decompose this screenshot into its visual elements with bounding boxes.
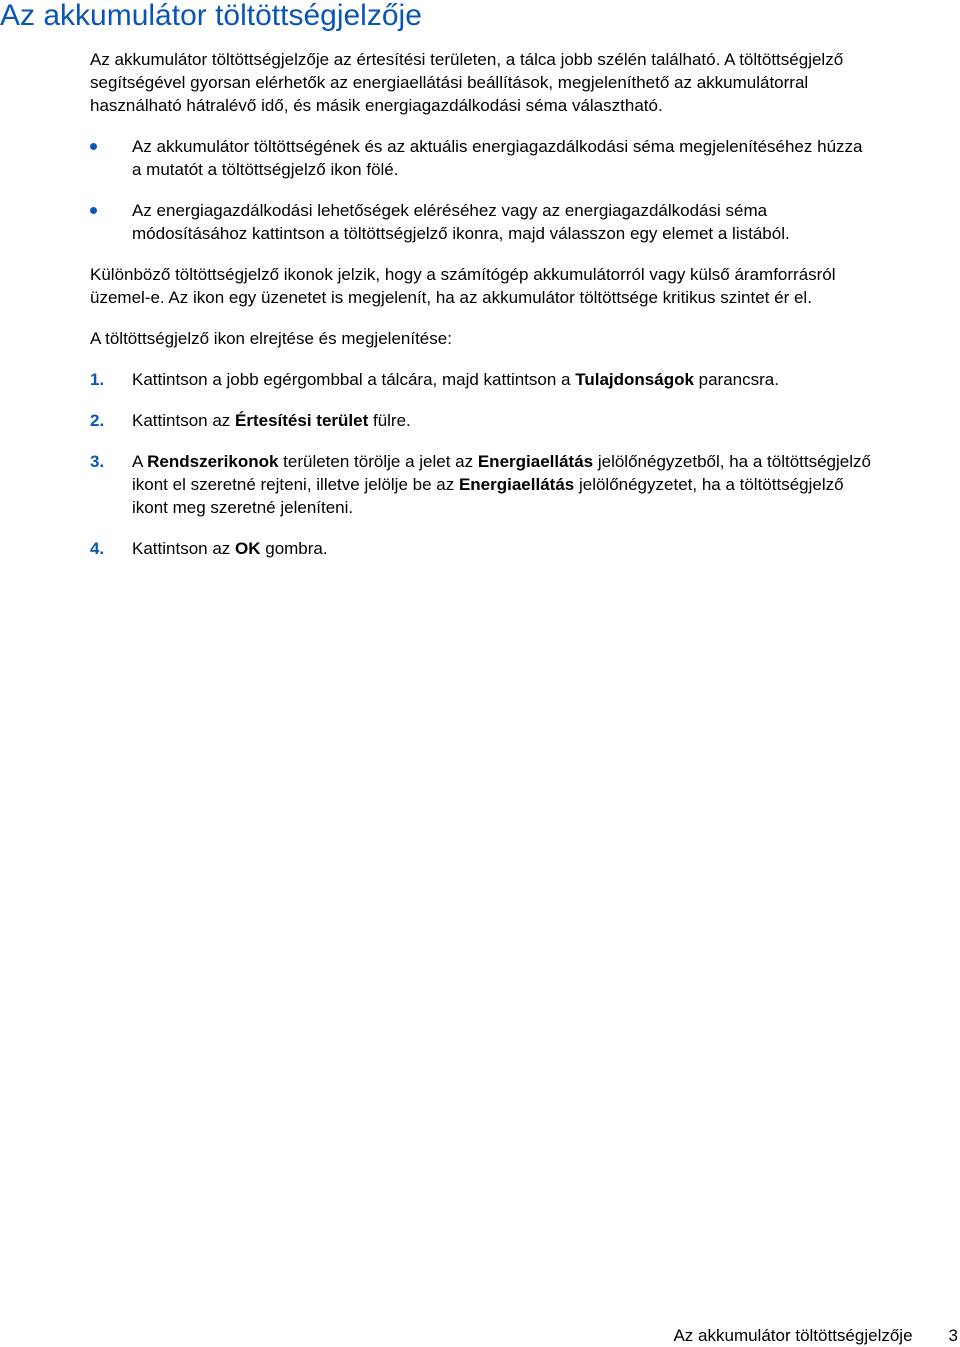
bullet-line: a mutatót a töltöttségjelző ikon fölé. <box>132 160 399 179</box>
step-text-part: parancsra. <box>693 370 779 389</box>
bullet-list <box>90 135 960 245</box>
step-number: 2. <box>90 411 105 430</box>
step-text <box>132 368 960 391</box>
step-text <box>132 537 960 560</box>
bullet-icon <box>90 207 97 214</box>
ui-term: Rendszerikonok <box>147 452 279 471</box>
step-text-part: területen törölje a jelet az <box>278 452 478 471</box>
page-number: 3 <box>948 1326 958 1345</box>
step-text-part: Kattintson az <box>132 411 236 430</box>
step-text-part: jelölőnégyzetből, ha a töltöttségjelző <box>593 452 871 471</box>
ui-term: OK <box>235 539 261 558</box>
page-title: Az akkumulátor töltöttségjelzője <box>0 0 422 32</box>
steps-list <box>90 368 960 560</box>
bullet-line: módosításához kattintson a töltöttségjelző ikonra, majd válasszon egy elemet a listából. <box>132 224 790 243</box>
page-footer <box>673 1324 958 1347</box>
intro-paragraph <box>90 48 960 117</box>
intro-line: Az akkumulátor töltöttségjelzője az értesítési területen, a tálca jobb szélén található. A töltöttségjelző <box>90 50 844 69</box>
document-body <box>90 48 960 578</box>
steps-intro-paragraph: A töltöttségjelző ikon elrejtése és megjelenítése: <box>90 329 452 348</box>
step-text-part: Kattintson a jobb egérgombbal a tálcára, majd kattintson a <box>132 370 576 389</box>
ui-term: Tulajdonságok <box>575 370 694 389</box>
step-number: 3. <box>90 452 105 471</box>
step-item <box>90 537 960 560</box>
step-item <box>90 450 960 519</box>
intro-line: használható hátralévő idő, és másik energiagazdálkodási séma választható. <box>90 96 663 115</box>
step-item <box>90 368 960 391</box>
footer-title: Az akkumulátor töltöttségjelzője <box>673 1326 913 1345</box>
step-text <box>132 409 960 432</box>
step-text-part: A <box>132 452 148 471</box>
step-number: 4. <box>90 539 105 558</box>
bullet-item <box>90 135 960 181</box>
step-text-part: fülre. <box>368 411 411 430</box>
step-text <box>132 473 960 496</box>
step-text-part: gombra. <box>260 539 328 558</box>
paragraph-line: Különböző töltöttségjelző ikonok jelzik, hogy a számítógép akkumulátorról vagy külső áramforrásról <box>90 265 836 284</box>
step-text <box>132 450 960 473</box>
step-text-part: jelölőnégyzetet, ha a töltöttségjelző <box>574 475 844 494</box>
bullet-line: Az akkumulátor töltöttségének és az aktuális energiagazdálkodási séma megjelenítéséhez húzza <box>132 137 863 156</box>
ui-term: Értesítési terület <box>235 411 369 430</box>
step-text-part: Kattintson az <box>132 539 236 558</box>
intro-line: segítségével gyorsan elérhetők az energiaellátási beállítások, megjeleníthető az akkumulátorral <box>90 73 809 92</box>
ui-term: Energiaellátás <box>477 452 594 471</box>
step-text: ikont meg szeretné jeleníteni. <box>132 498 354 517</box>
bullet-item <box>90 199 960 245</box>
bullet-icon <box>90 143 97 150</box>
icon-description-paragraph <box>90 263 960 309</box>
step-item <box>90 409 960 432</box>
ui-term: Energiaellátás <box>458 475 575 494</box>
step-number: 1. <box>90 370 105 389</box>
bullet-line: Az energiagazdálkodási lehetőségek eléréséhez vagy az energiagazdálkodási séma <box>132 201 768 220</box>
paragraph-line: üzemel-e. Az ikon egy üzenetet is megjelenít, ha az akkumulátor töltöttsége kritikus szintet ér el. <box>90 288 812 307</box>
step-text-part: ikont el szeretné rejteni, illetve jelölje be az <box>132 475 459 494</box>
